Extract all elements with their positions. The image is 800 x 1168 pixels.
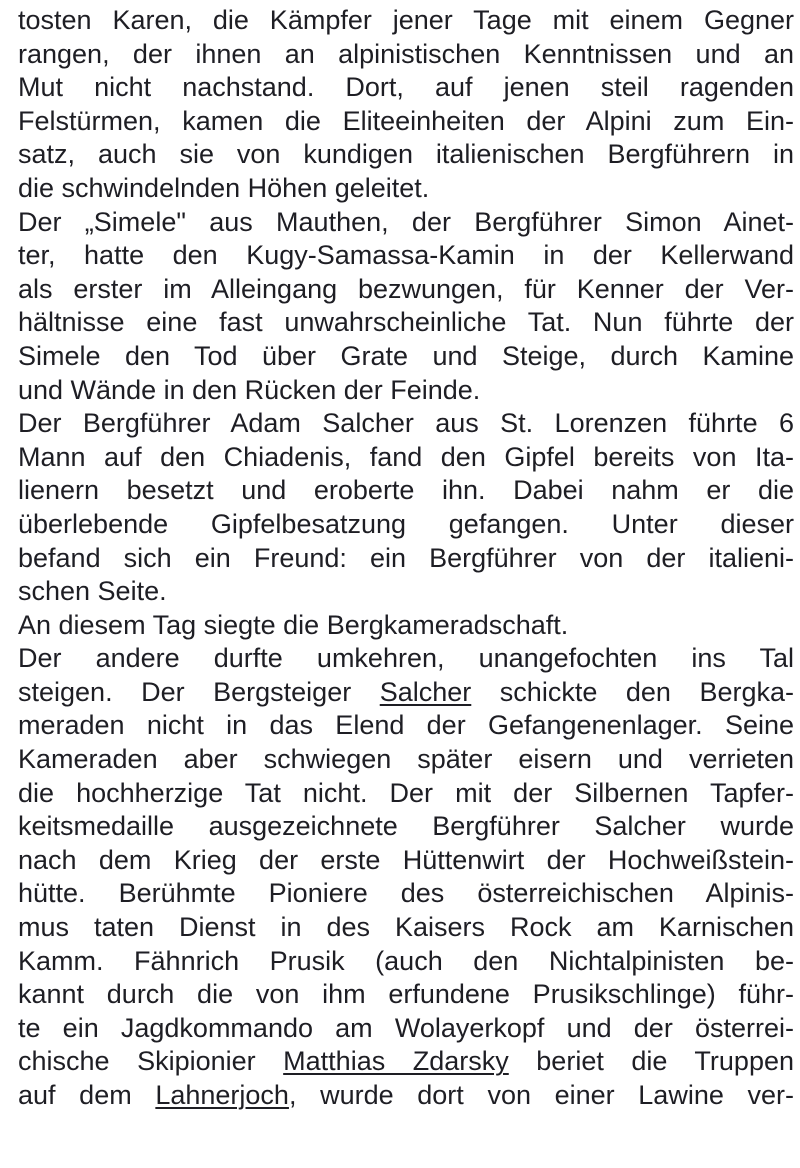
text-line: hütte. Berühmte Pioniere des österreichischen Alpinis- [18, 878, 794, 909]
text-line: Felstürmen, kamen die Eliteeinheiten der Alpini zum Ein- [18, 105, 794, 136]
underlined-term: Lahnerjoch [155, 1080, 289, 1110]
text-line: Der „Simele" aus Mauthen, der Bergführer Simon Ainet- [18, 206, 794, 237]
text-line: kannt durch die von ihm erfundene Prusikschlinge) führ- [18, 979, 794, 1010]
line-text: , wurde dort von einer Lawine ver- [288, 1080, 794, 1110]
line-text: chische Skipionier [18, 1046, 284, 1077]
text-line: tosten Karen, die Kämpfer jener Tage mit einem Gegner [18, 5, 794, 35]
text-line: Simele den Tod über Grate und Steige, durch Kamine [18, 340, 794, 371]
text-line: Mut nicht nachstand. Dort, auf jenen steil ragenden [18, 72, 794, 103]
text-line: überlebende Gipfelbesatzung gefangen. Unter dieser [18, 508, 794, 539]
text-line: nach dem Krieg der erste Hüttenwirt der Hochweißstein- [18, 844, 794, 875]
body-text [18, 4, 794, 1113]
text-line: lienern besetzt und eroberte ihn. Dabei nahm er die [18, 475, 794, 506]
text-line: An diesem Tag siegte die Bergkameradschaft. [18, 609, 569, 640]
text-line [18, 676, 794, 710]
text-line: mus taten Dienst in des Kaisers Rock am Karnischen [18, 912, 794, 943]
text-line: die schwindelnden Höhen geleitet. [18, 172, 430, 203]
line-text: auf dem [18, 1080, 156, 1110]
text-line: meraden nicht in das Elend der Gefangenenlager. Seine [18, 710, 794, 741]
text-line: Der Bergführer Adam Salcher aus St. Lorenzen führte 6 [18, 408, 794, 439]
text-line: ter, hatte den Kugy-Samassa-Kamin in der Kellerwand [18, 240, 794, 271]
text-line: te ein Jagdkommando am Wolayerkopf und der österrei- [18, 1012, 794, 1043]
text-line: befand sich ein Freund: ein Bergführer von der italieni- [18, 542, 794, 573]
line-text: beriet die Truppen [508, 1046, 794, 1077]
text-line: keitsmedaille ausgezeichnete Bergführer Salcher wurde [18, 811, 794, 842]
text-line [18, 1045, 794, 1079]
text-line: schen Seite. [18, 576, 167, 607]
line-text: schickte den Bergka- [471, 676, 794, 707]
text-line: Mann auf den Chiadenis, fand den Gipfel bereits von Ita- [18, 441, 794, 472]
text-line: hältnisse eine fast unwahrscheinliche Tat. Nun führte der [18, 307, 794, 338]
underlined-term: Salcher [379, 676, 472, 707]
underlined-term: Matthias Zdarsky [283, 1046, 509, 1077]
text-line: Kameraden aber schwiegen später eisern und verrieten [18, 744, 794, 775]
text-line: und Wände in den Rücken der Feinde. [18, 374, 481, 405]
text-line: Kamm. Fähnrich Prusik (auch den Nichtalpinisten be- [18, 945, 794, 976]
text-line: satz, auch sie von kundigen italienischen Bergführern in [18, 139, 794, 170]
text-line [18, 1079, 794, 1113]
line-text: steigen. Der Bergsteiger [18, 676, 380, 707]
text-line: die hochherzige Tat nicht. Der mit der Silbernen Tapfer- [18, 777, 794, 808]
text-line: Der andere durfte umkehren, unangefochten ins Tal [18, 643, 794, 674]
text-line: als erster im Alleingang bezwungen, für Kenner der Ver- [18, 273, 794, 304]
text-line: rangen, der ihnen an alpinistischen Kenntnissen und an [18, 38, 794, 69]
